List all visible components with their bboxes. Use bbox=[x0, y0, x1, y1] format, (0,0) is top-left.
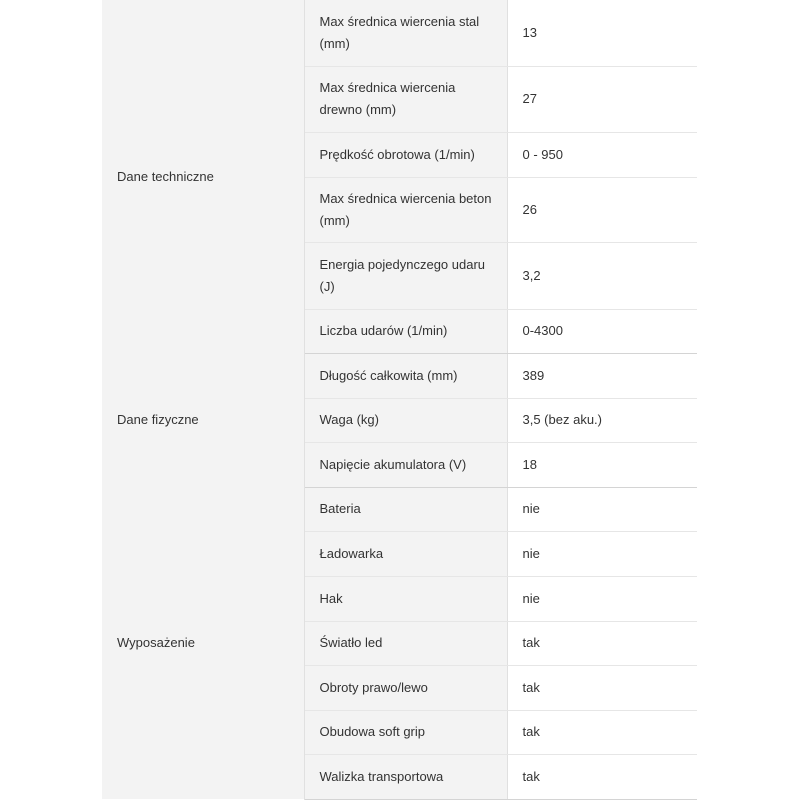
spec-value: 0-4300 bbox=[507, 309, 697, 353]
specification-table bbox=[102, 0, 697, 800]
spec-name: Liczba udarów (1/min) bbox=[304, 309, 507, 353]
spec-value: nie bbox=[507, 531, 697, 576]
spec-name: Długość całkowita (mm) bbox=[304, 353, 507, 398]
spec-name: Ładowarka bbox=[304, 531, 507, 576]
spec-name: Hak bbox=[304, 576, 507, 621]
spec-value: tak bbox=[507, 621, 697, 665]
spec-group-name: Wyposażenie bbox=[102, 487, 304, 799]
spec-name: Waga (kg) bbox=[304, 398, 507, 442]
spec-value: 27 bbox=[507, 66, 697, 132]
spec-value: nie bbox=[507, 576, 697, 621]
spec-name: Światło led bbox=[304, 621, 507, 665]
spec-value: 3,2 bbox=[507, 242, 697, 309]
spec-name: Obudowa soft grip bbox=[304, 710, 507, 754]
spec-name: Energia pojedynczego udaru (J) bbox=[304, 242, 507, 309]
spec-value: 0 - 950 bbox=[507, 132, 697, 177]
spec-name: Max średnica wiercenia stal (mm) bbox=[304, 0, 507, 66]
spec-value: 3,5 (bez aku.) bbox=[507, 398, 697, 442]
spec-value: tak bbox=[507, 754, 697, 799]
spec-name: Bateria bbox=[304, 487, 507, 531]
spec-name: Obroty prawo/lewo bbox=[304, 665, 507, 710]
spec-value: tak bbox=[507, 710, 697, 754]
table-row bbox=[102, 353, 697, 398]
spec-value: 26 bbox=[507, 177, 697, 242]
spec-value: nie bbox=[507, 487, 697, 531]
spec-name: Prędkość obrotowa (1/min) bbox=[304, 132, 507, 177]
spec-value: tak bbox=[507, 665, 697, 710]
spec-value: 18 bbox=[507, 442, 697, 487]
spec-value: 13 bbox=[507, 0, 697, 66]
spec-group-name: Dane techniczne bbox=[102, 0, 304, 353]
table-row bbox=[102, 0, 697, 66]
spec-value: 389 bbox=[507, 353, 697, 398]
spec-name: Max średnica wiercenia drewno (mm) bbox=[304, 66, 507, 132]
spec-name: Napięcie akumulatora (V) bbox=[304, 442, 507, 487]
spec-group-name: Dane fizyczne bbox=[102, 353, 304, 487]
spec-name: Max średnica wiercenia beton (mm) bbox=[304, 177, 507, 242]
spec-name: Walizka transportowa bbox=[304, 754, 507, 799]
table-row bbox=[102, 487, 697, 531]
